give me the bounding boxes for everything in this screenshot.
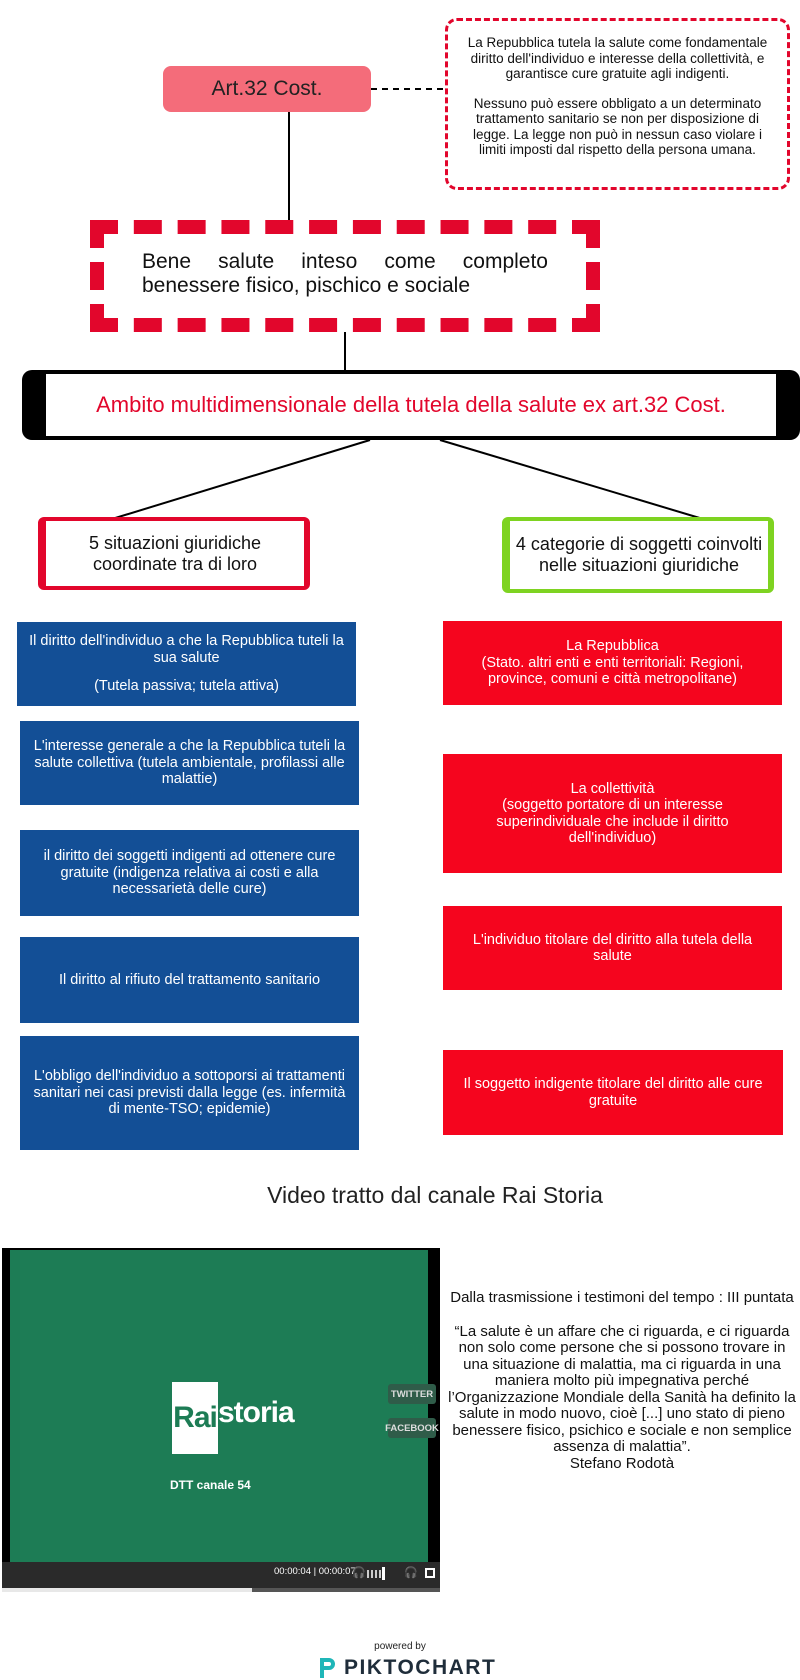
powered-by-label: powered by xyxy=(374,1641,426,1652)
rai-logo: Rai xyxy=(172,1382,218,1454)
ambito-banner: Ambito multidimensionale della tutela della salute ex art.32 Cost. xyxy=(22,370,800,440)
soggetto-detail: (Stato. altri enti e enti territoriali: Regioni, province, comuni e città metropolitane) xyxy=(481,654,744,688)
soggetto-box-4 xyxy=(443,1050,783,1135)
situazioni-header: 5 situazioni giuridiche coordinate tra di loro xyxy=(38,517,310,590)
article-paragraph-1: La Repubblica tutela la salute come fondamentale diritto dell'individuo e interesse della collettività, e garantisce cure gratuite agli indigenti. xyxy=(467,35,768,81)
art32-title: Art.32 Cost. xyxy=(163,66,371,112)
situazione-box-5 xyxy=(20,1036,359,1150)
article-text-box xyxy=(445,18,790,190)
twitter-button[interactable]: TWITTER xyxy=(388,1384,436,1404)
ambito-to-left-line xyxy=(112,440,370,519)
video-progress-fill xyxy=(2,1588,252,1592)
situazione-text: L'obbligo dell'individuo a sottoporsi ai trattamenti sanitari nei casi previsti dalla legge (es. infermità di mente-TSO; epidemie) xyxy=(33,1068,346,1118)
situazione-note: (Tutela passiva; tutela attiva) xyxy=(94,678,279,695)
situazione-box-4 xyxy=(20,937,359,1023)
situazione-text: Il diritto al rifiuto del trattamento sanitario xyxy=(58,971,321,988)
ambito-to-right-line xyxy=(440,440,703,519)
headphones-icon[interactable]: 🎧 xyxy=(352,1567,366,1579)
facebook-button[interactable]: FACEBOOK xyxy=(388,1418,436,1438)
bene-line-2: benessere fisico, pischico e sociale xyxy=(142,274,471,297)
quote-author: Stefano Rodotà xyxy=(569,1454,675,1472)
soggetto-title: Il soggetto indigente titolare del diritto alle cure gratuite xyxy=(463,1076,763,1109)
situazione-text: Il diritto dell'individuo a che la Repubblica tuteli la sua salute xyxy=(29,633,344,666)
situazione-box-1 xyxy=(17,622,356,706)
bene-line-1: Bene salute inteso come completo xyxy=(142,250,548,273)
piktochart-logo[interactable] xyxy=(316,1656,496,1680)
soggetto-detail: (soggetto portatore di un interesse superindividuale che include il diritto dell'individuo) xyxy=(496,797,729,846)
soggetto-title: La collettività xyxy=(570,780,655,797)
soggetti-header: 4 categorie di soggetti coinvolti nelle situazioni giuridiche xyxy=(502,517,774,593)
soggetto-box-1 xyxy=(443,621,782,705)
video-time: 00:00:04 | 00:00:07 xyxy=(274,1566,356,1577)
situazione-box-2 xyxy=(20,721,359,805)
channel-label: DTT canale 54 xyxy=(170,1478,251,1492)
fullscreen-icon[interactable] xyxy=(425,1568,435,1578)
audio-icon[interactable]: 🎧 xyxy=(404,1567,418,1579)
soggetto-title: L'individuo titolare del diritto alla tutela della salute xyxy=(472,931,753,964)
bene-salute-box xyxy=(90,220,600,332)
volume-level-icon xyxy=(382,1567,385,1580)
video-section-title: Video tratto dal canale Rai Storia xyxy=(267,1182,603,1208)
soggetto-title: La Repubblica xyxy=(566,638,659,655)
situazione-box-3 xyxy=(20,830,359,916)
piktochart-brand-text: PIKTOCHART xyxy=(344,1656,497,1679)
situazione-text: L'interesse generale a che la Repubblica tuteli la salute collettiva (tutela ambientale, profilassi alle malattie) xyxy=(33,738,346,788)
soggetto-box-2 xyxy=(443,754,782,873)
soggetto-box-3 xyxy=(443,906,782,990)
article-paragraph-2: Nessuno può essere obbligato a un determinato trattamento sanitario se non per disposizione di legge. La legge non può in nessun caso violare i limiti imposti dal rispetto della persona umana. xyxy=(473,95,762,157)
quote-text: “La salute è un affare che ci riguarda, e ci riguarda non solo come persone che si possono trovare in una situazione di malattia, ma ci riguarda in una maniera molto più impegnativa perché l’Organizzazione Mondiale della Sanità ha definito la salute in modo nuovo, cioè [...] uno stato di pieno benessere fisico, psichico e sociale e non semplice assenza di malattia”. xyxy=(448,1322,796,1455)
quote-source: Dalla trasmissione i testimoni del tempo : III puntata xyxy=(450,1289,794,1306)
piktochart-mark-icon xyxy=(316,1656,338,1680)
situazione-text: il diritto dei soggetti indigenti ad ottenere cure gratuite (indigenza relativa ai costi e alla necessarietà delle cure) xyxy=(43,848,336,898)
storia-logo-text: storia xyxy=(218,1396,294,1429)
quote-block xyxy=(444,1290,800,1489)
